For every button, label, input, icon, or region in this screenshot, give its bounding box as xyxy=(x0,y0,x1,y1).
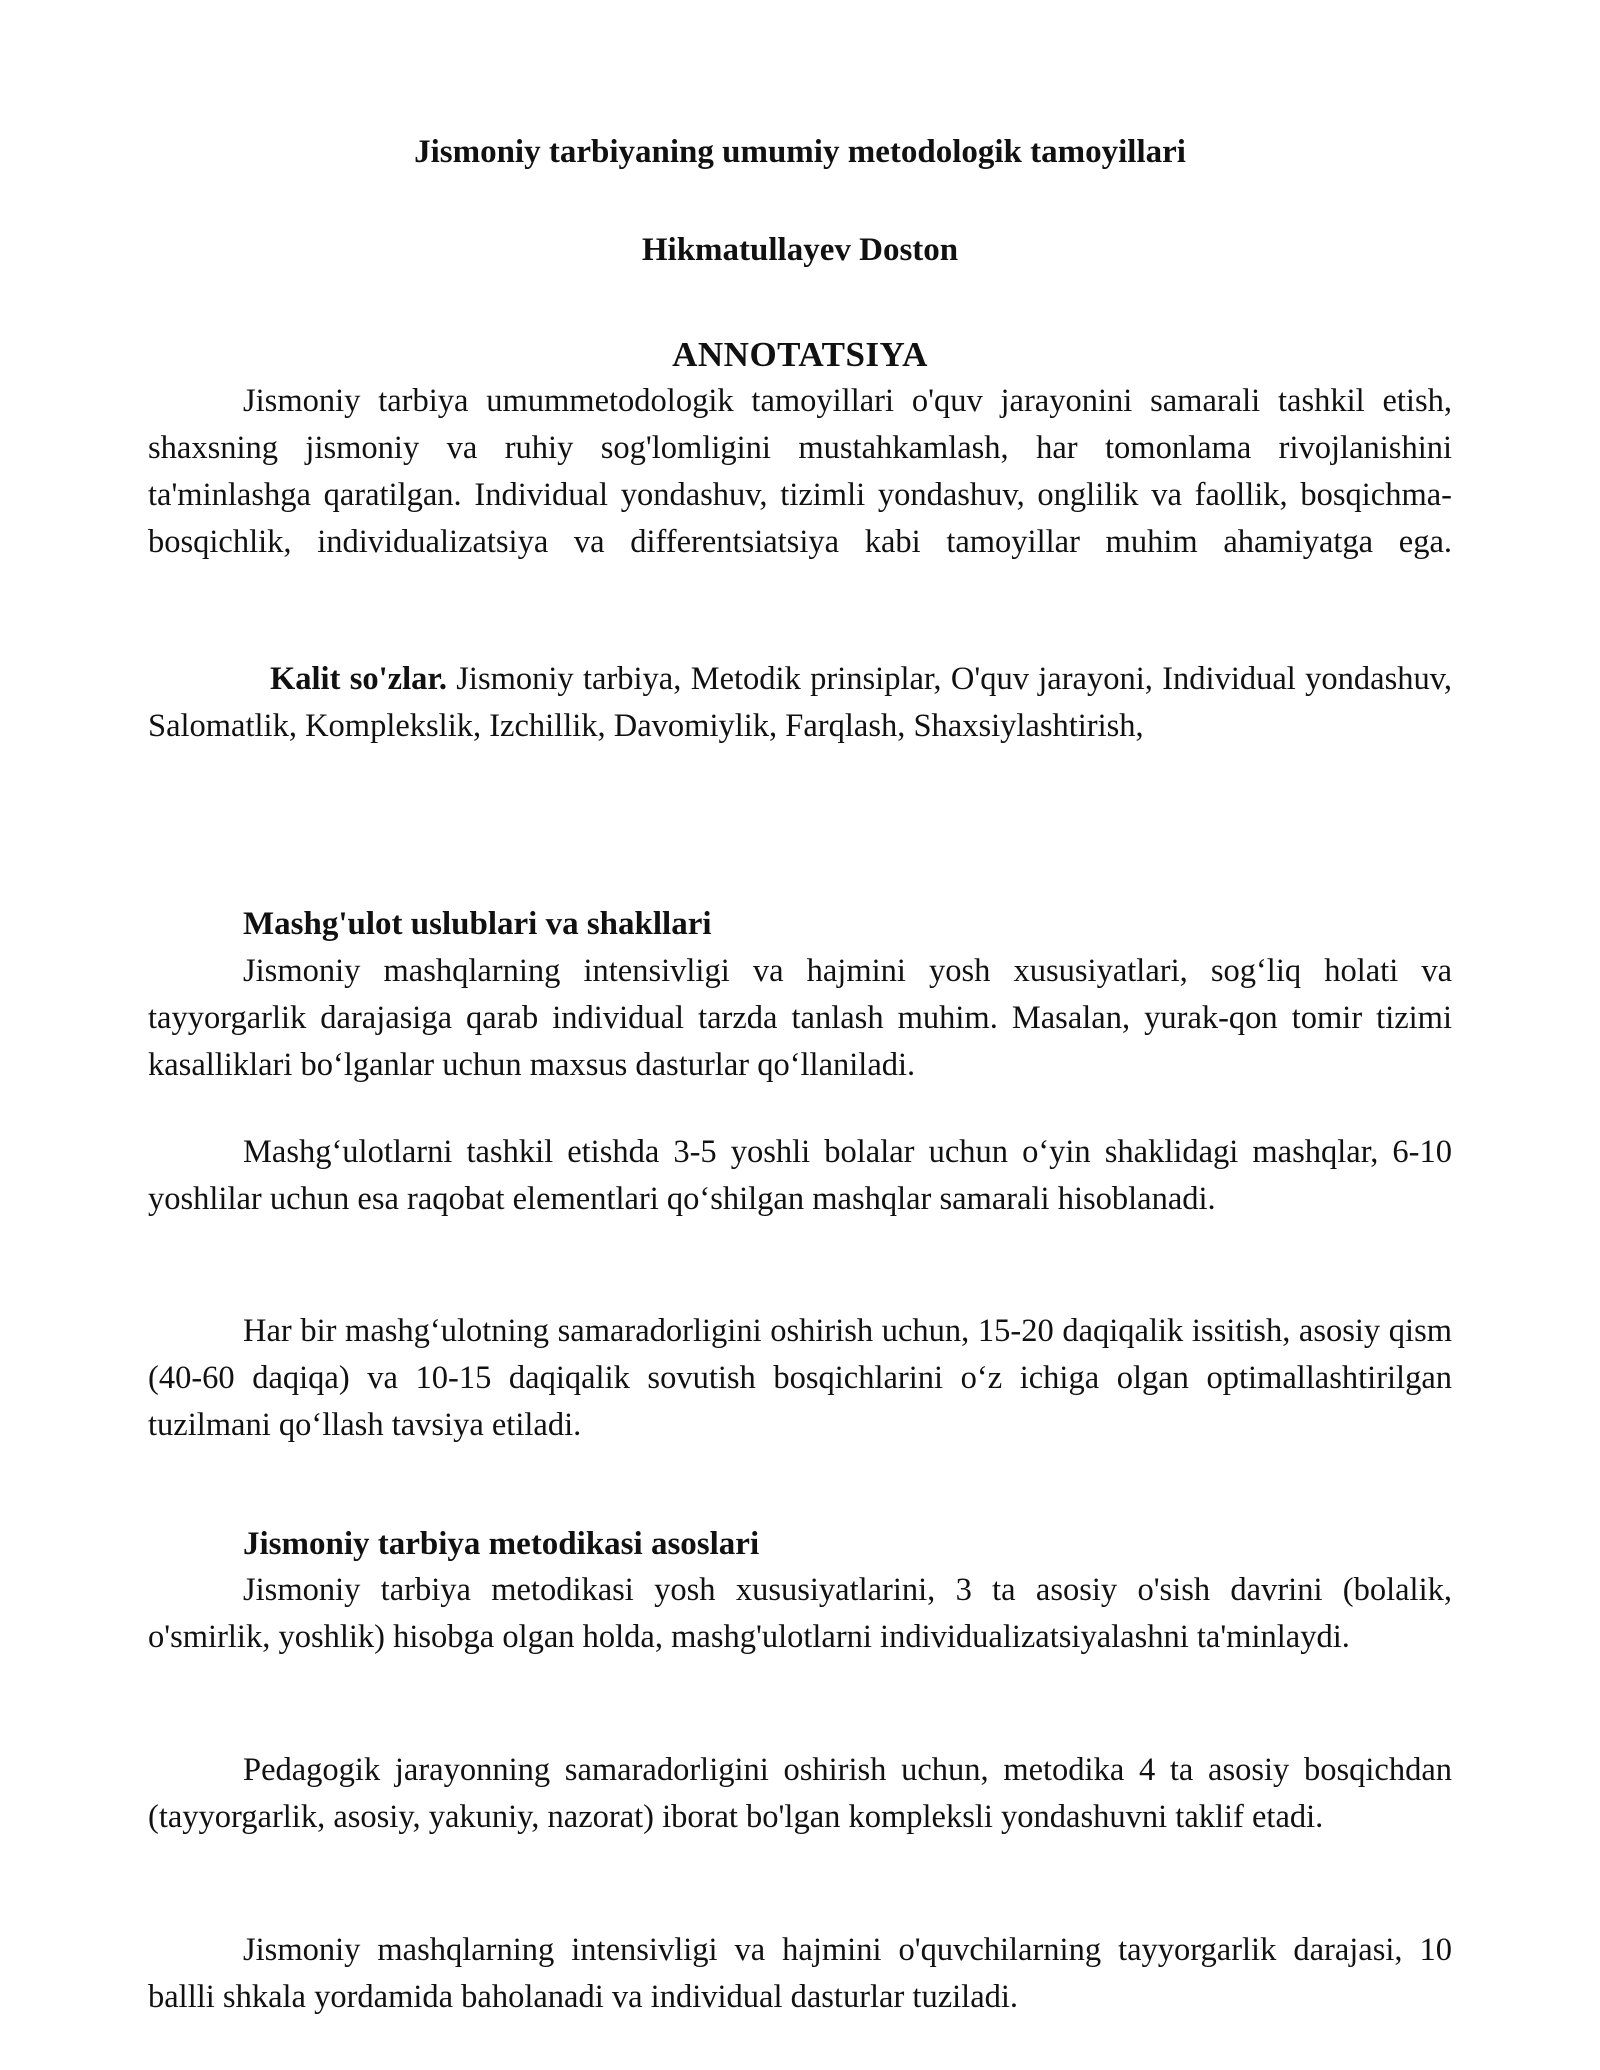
section-paragraph: Har bir mashg‘ulotning samaradorligini oshirish uchun, 15-20 daqiqalik issitish, asosiy qism (40-60 daqiqa) va 10-15 daqiqalik sovutish bosqichlarini o‘z ichiga olgan optimallashtirilgan tuzilmani qo‘llash tavsiya etiladi. xyxy=(148,1313,1452,1443)
section-heading: Mashg'ulot uslublari va shakllari xyxy=(243,906,712,942)
section-paragraph: Pedagogik jarayonning samaradorligini oshirish uchun, metodika 4 ta asosiy bosqichdan (tayyorgarlik, asosiy, yakuniy, nazorat) iborat bo'lgan kompleksli yondashuvni taklif etadi. xyxy=(148,1752,1452,1835)
keywords-paragraph xyxy=(148,656,1452,750)
section-heading: Jismoniy tarbiya metodikasi asoslari xyxy=(243,1526,760,1562)
section-paragraph: Jismoniy mashqlarning intensivligi va hajmini o'quvchilarning tayyorgarlik darajasi, 10 ballli shkala yordamida baholanadi va individual dasturlar tuziladi. xyxy=(148,1932,1452,2015)
section-paragraph: Jismoniy tarbiya metodikasi yosh xususiyatlarini, 3 ta asosiy o'sish davrini (bolalik, o'smirlik, yoshlik) hisobga olgan holda, mashg'ulotlarni individualizatsiyalashni ta'minlaydi. xyxy=(148,1572,1452,1655)
keywords-text: Jismoniy tarbiya, Metodik prinsiplar, O'quv jarayoni, Individual yondashuv, Salomatlik, Komplekslik, Izchillik, Davomiylik, Farqlash, Shaxsiylashtirish, xyxy=(148,661,1452,744)
section-paragraph: Mashg‘ulotlarni tashkil etishda 3-5 yoshli bolalar uchun o‘yin shaklidagi mashqlar, 6-10 yoshlilar uchun esa raqobat elementlari qo‘shilgan mashqlar samarali hisoblanadi. xyxy=(148,1134,1452,1217)
document-author: Hikmatullayev Doston xyxy=(641,232,959,268)
keywords-label: Kalit so'zlar. xyxy=(270,661,447,697)
annotation-text: Jismoniy tarbiya umummetodologik tamoyillari o'quv jarayonini samarali tashkil etish, shaxsning jismoniy va ruhiy sog'lomligini mustahkamlash, har tomonlama rivojlanishini ta'minlashga qaratilgan. Individual yondashuv, tizimli yondashuv, onglilik va faollik, bosqichma-bosqichlik, individualizatsiya va differentsiatsiya kabi tamoyillar muhim ahamiyatga ega. xyxy=(148,383,1452,560)
document-title: Jismoniy tarbiyaning umumiy metodologik tamoyillari xyxy=(414,134,1186,170)
section-paragraph: Jismoniy mashqlarning intensivligi va hajmini yosh xususiyatlari, sog‘liq holati va tayyorgarlik darajasiga qarab individual tarzda tanlash muhim. Masalan, yurak-qon tomir tizimi kasalliklari bo‘lganlar uchun maxsus dasturlar qo‘llaniladi. xyxy=(148,953,1452,1083)
annotation-heading: ANNOTATSIYA xyxy=(672,335,928,374)
